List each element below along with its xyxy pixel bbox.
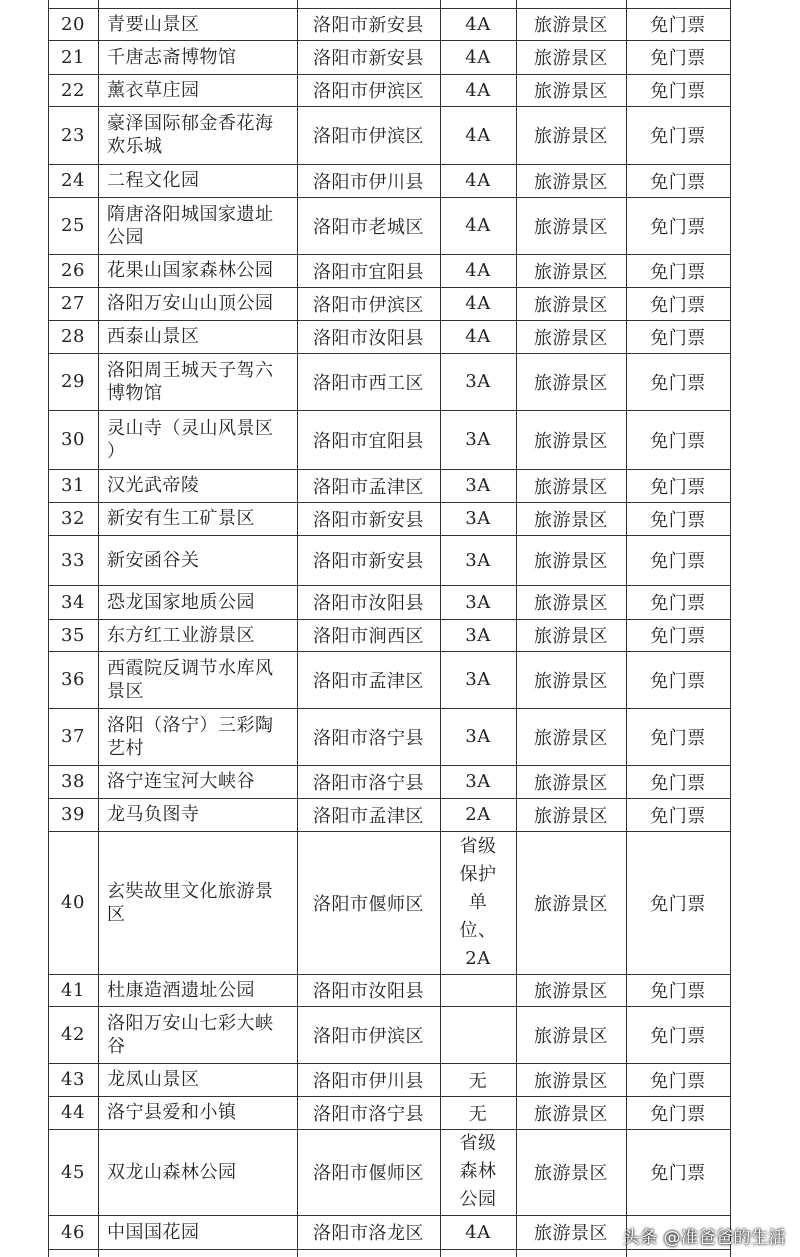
location-cell: 洛阳市老城区 bbox=[313, 216, 424, 238]
row-number-cell: 29 bbox=[61, 371, 85, 392]
ticket-policy-cell: 免门票 bbox=[650, 1103, 706, 1125]
row-number-cell: 44 bbox=[61, 1102, 85, 1123]
location-cell: 洛阳市西工区 bbox=[313, 372, 424, 394]
ticket-policy-cell: 免门票 bbox=[650, 430, 706, 452]
ticket-policy-cell: 免门票 bbox=[650, 216, 706, 238]
rating-level-cell: 无 bbox=[468, 1070, 488, 1092]
rating-level-line: 位、 bbox=[459, 919, 497, 941]
location-cell: 洛阳市伊滨区 bbox=[313, 1025, 424, 1047]
scenic-name-cell bbox=[99, 353, 296, 410]
row-number-cell: 22 bbox=[61, 79, 85, 101]
row-number-cell: 23 bbox=[61, 124, 85, 146]
row-number-cell: 36 bbox=[61, 669, 85, 690]
row-number-cell: 40 bbox=[61, 892, 85, 913]
ticket-policy-cell: 免门票 bbox=[650, 593, 706, 614]
row-number-cell: 27 bbox=[61, 293, 85, 314]
table-row-rule bbox=[48, 1249, 730, 1250]
location-cell: 洛阳市伊滨区 bbox=[313, 294, 424, 316]
ticket-policy-cell: 免门票 bbox=[650, 476, 706, 498]
row-number-cell: 46 bbox=[61, 1221, 85, 1243]
ticket-policy-cell: 免门票 bbox=[650, 670, 706, 692]
scenic-name-cell: 双龙山森林公园 bbox=[107, 1161, 237, 1183]
category-cell: 旅游景区 bbox=[534, 372, 608, 394]
ticket-policy-cell: 免门票 bbox=[650, 1163, 706, 1184]
scenic-name-line: 谷 bbox=[107, 1035, 126, 1057]
scenic-name-line: 灵山寺（灵山风景区 bbox=[107, 417, 274, 439]
scenic-name-cell: 汉光武帝陵 bbox=[107, 475, 200, 496]
rating-level-cell: 4A bbox=[465, 170, 491, 191]
rating-level-cell bbox=[441, 1006, 515, 1063]
scenic-name-cell: 西泰山景区 bbox=[107, 326, 200, 347]
category-cell: 旅游景区 bbox=[534, 805, 608, 827]
scenic-name-cell: 洛宁县爱和小镇 bbox=[107, 1102, 237, 1123]
scenic-name-cell: 龙凤山景区 bbox=[107, 1069, 200, 1090]
scenic-name-cell: 东方红工业游景区 bbox=[107, 624, 255, 646]
category-cell: 旅游景区 bbox=[534, 476, 608, 498]
rating-level-cell bbox=[441, 831, 515, 974]
row-number-cell: 37 bbox=[61, 726, 85, 747]
row-number-cell: 20 bbox=[61, 13, 85, 35]
category-cell: 旅游景区 bbox=[534, 626, 608, 647]
scenic-name-line: 艺村 bbox=[107, 737, 144, 759]
row-number-cell: 24 bbox=[61, 170, 85, 191]
ticket-policy-cell: 免门票 bbox=[650, 294, 706, 316]
ticket-policy-cell: 免门票 bbox=[650, 727, 706, 749]
ticket-policy-cell: 免门票 bbox=[650, 126, 706, 147]
location-cell: 洛阳市宜阳县 bbox=[313, 261, 424, 283]
rating-level-cell: 4A bbox=[465, 215, 491, 236]
location-cell: 洛阳市洛龙区 bbox=[313, 1223, 424, 1244]
ticket-policy-cell: 免门票 bbox=[650, 509, 706, 531]
category-cell: 旅游景区 bbox=[534, 670, 608, 692]
location-cell: 洛阳市涧西区 bbox=[313, 626, 424, 647]
row-number-cell: 31 bbox=[61, 475, 85, 496]
rating-level-cell: 3A bbox=[465, 771, 491, 792]
row-number-cell: 35 bbox=[61, 624, 85, 646]
scenic-name-line: 洛阳万安山七彩大峡 bbox=[107, 1012, 274, 1034]
rating-level-cell: 3A bbox=[465, 371, 491, 392]
location-cell: 洛阳市新安县 bbox=[313, 551, 424, 572]
rating-level-cell: 3A bbox=[465, 508, 491, 529]
row-number-cell: 30 bbox=[61, 429, 85, 450]
watermark: 头条 @准爸爸的生活 bbox=[622, 1228, 786, 1248]
ticket-policy-cell: 免门票 bbox=[650, 372, 706, 394]
location-cell: 洛阳市宜阳县 bbox=[313, 430, 424, 452]
location-cell: 洛阳市孟津区 bbox=[313, 805, 424, 827]
scenic-name-cell: 千唐志斋博物馆 bbox=[107, 46, 237, 68]
rating-level-line: 单 bbox=[468, 891, 488, 913]
ticket-policy-cell: 免门票 bbox=[650, 171, 706, 193]
category-cell: 旅游景区 bbox=[534, 893, 608, 915]
scenic-name-cell bbox=[99, 197, 296, 254]
category-cell: 旅游景区 bbox=[534, 1163, 608, 1184]
scenic-name-cell: 杜康造酒遗址公园 bbox=[107, 979, 255, 1001]
category-cell: 旅游景区 bbox=[534, 551, 608, 572]
rating-level-line: 森林 bbox=[459, 1161, 497, 1182]
location-cell: 洛阳市新安县 bbox=[313, 509, 424, 531]
location-cell: 洛阳市汝阳县 bbox=[313, 327, 424, 349]
rating-level-cell bbox=[441, 1129, 515, 1215]
ticket-policy-cell: 免门票 bbox=[650, 893, 706, 915]
scenic-name-cell: 青要山景区 bbox=[107, 13, 200, 35]
scenic-name-line: 玄奘故里文化旅游景 bbox=[107, 880, 274, 902]
rating-level-cell: 4A bbox=[465, 293, 491, 314]
category-cell: 旅游景区 bbox=[534, 15, 608, 36]
scenic-name-line: 区 bbox=[107, 903, 126, 925]
location-cell: 洛阳市伊滨区 bbox=[313, 126, 424, 147]
rating-level-cell bbox=[441, 974, 515, 1006]
ticket-policy-cell: 免门票 bbox=[650, 551, 706, 572]
scenic-name-line: 西霞院反调节水库风 bbox=[107, 657, 274, 679]
row-number-cell: 33 bbox=[61, 549, 85, 571]
location-cell: 洛阳市偃师区 bbox=[313, 1163, 424, 1184]
ticket-policy-cell: 免门票 bbox=[650, 772, 706, 794]
scenic-name-cell: 中国国花园 bbox=[107, 1221, 200, 1243]
row-number-cell: 26 bbox=[61, 260, 85, 281]
table-column-rule bbox=[730, 0, 731, 1257]
ticket-policy-cell: 免门票 bbox=[650, 81, 706, 102]
scenic-name-line: 洛阳周王城天子驾六 bbox=[107, 359, 274, 381]
ticket-policy-cell: 免门票 bbox=[650, 15, 706, 36]
row-number-cell: 41 bbox=[61, 979, 85, 1001]
ticket-policy-cell: 免门票 bbox=[650, 327, 706, 349]
rating-level-cell: 4A bbox=[465, 124, 491, 146]
category-cell: 旅游景区 bbox=[534, 1223, 608, 1244]
rating-level-line: 保护 bbox=[459, 863, 497, 885]
location-cell: 洛阳市洛宁县 bbox=[313, 772, 424, 794]
row-number-cell: 38 bbox=[61, 771, 85, 792]
ticket-policy-cell: 免门票 bbox=[650, 48, 706, 69]
rating-level-cell: 3A bbox=[465, 624, 491, 646]
scenic-name-cell: 新安函谷关 bbox=[107, 549, 200, 571]
rating-level-cell: 3A bbox=[465, 549, 491, 571]
scenic-name-line: 洛阳（洛宁）三彩陶 bbox=[107, 714, 274, 736]
rating-level-line: 省级 bbox=[459, 835, 497, 857]
category-cell: 旅游景区 bbox=[534, 593, 608, 614]
category-cell: 旅游景区 bbox=[534, 1070, 608, 1092]
scenic-name-cell bbox=[99, 410, 296, 469]
category-cell: 旅游景区 bbox=[534, 126, 608, 147]
rating-level-line: 2A bbox=[465, 947, 491, 969]
category-cell: 旅游景区 bbox=[534, 981, 608, 1002]
scenic-name-cell: 恐龙国家地质公园 bbox=[107, 591, 255, 613]
rating-level-cell: 3A bbox=[465, 591, 491, 613]
scenic-name-cell: 薰衣草庄园 bbox=[107, 79, 200, 101]
location-cell: 洛阳市汝阳县 bbox=[313, 981, 424, 1002]
rating-level-cell: 4A bbox=[465, 260, 491, 281]
rating-level-cell: 4A bbox=[465, 1221, 491, 1243]
row-number-cell: 28 bbox=[61, 326, 85, 347]
category-cell: 旅游景区 bbox=[534, 48, 608, 69]
scenic-name-cell: 新安有生工矿景区 bbox=[107, 508, 255, 529]
scenic-name-cell bbox=[99, 106, 296, 164]
ticket-policy-cell: 免门票 bbox=[650, 981, 706, 1002]
category-cell: 旅游景区 bbox=[534, 1103, 608, 1125]
location-cell: 洛阳市伊滨区 bbox=[313, 81, 424, 102]
scenic-name-line: 博物馆 bbox=[107, 382, 163, 404]
row-number-cell: 25 bbox=[61, 215, 85, 236]
row-number-cell: 42 bbox=[61, 1024, 85, 1045]
rating-level-cell: 4A bbox=[465, 79, 491, 101]
ticket-policy-cell: 免门票 bbox=[650, 1025, 706, 1047]
location-cell: 洛阳市汝阳县 bbox=[313, 593, 424, 614]
category-cell: 旅游景区 bbox=[534, 294, 608, 316]
scenic-name-cell bbox=[99, 651, 296, 708]
row-number-cell: 43 bbox=[61, 1069, 85, 1090]
category-cell: 旅游景区 bbox=[534, 81, 608, 102]
rating-level-cell: 4A bbox=[465, 326, 491, 347]
scenic-name-line: 公园 bbox=[107, 226, 144, 248]
scenic-name-cell: 洛阳万安山山顶公园 bbox=[107, 293, 274, 314]
ticket-policy-cell: 免门票 bbox=[650, 261, 706, 283]
location-cell: 洛阳市新安县 bbox=[313, 15, 424, 36]
scenic-name-cell bbox=[99, 1006, 296, 1063]
rating-level-cell: 3A bbox=[465, 475, 491, 496]
row-number-cell: 32 bbox=[61, 508, 85, 529]
ticket-policy-cell: 免门票 bbox=[650, 805, 706, 827]
category-cell: 旅游景区 bbox=[534, 327, 608, 349]
location-cell: 洛阳市孟津区 bbox=[313, 476, 424, 498]
category-cell: 旅游景区 bbox=[534, 1025, 608, 1047]
scenic-name-cell bbox=[99, 831, 296, 974]
category-cell: 旅游景区 bbox=[534, 772, 608, 794]
rating-level-line: 省级 bbox=[459, 1133, 497, 1154]
row-number-cell: 39 bbox=[61, 804, 85, 825]
scenic-name-line: 隋唐洛阳城国家遗址 bbox=[107, 203, 274, 225]
rating-level-cell: 4A bbox=[465, 46, 491, 68]
scenic-name-line: 豪泽国际郁金香花海 bbox=[107, 113, 274, 134]
scenic-name-cell: 二程文化园 bbox=[107, 170, 200, 191]
scenic-name-line: ） bbox=[107, 440, 126, 462]
row-number-cell: 45 bbox=[61, 1161, 85, 1183]
location-cell: 洛阳市洛宁县 bbox=[313, 1103, 424, 1125]
category-cell: 旅游景区 bbox=[534, 430, 608, 452]
rating-level-cell: 3A bbox=[465, 669, 491, 690]
location-cell: 洛阳市孟津区 bbox=[313, 670, 424, 692]
ticket-policy-cell: 免门票 bbox=[650, 1070, 706, 1092]
rating-level-cell: 4A bbox=[465, 13, 491, 35]
location-cell: 洛阳市新安县 bbox=[313, 48, 424, 69]
row-number-cell: 34 bbox=[61, 591, 85, 613]
scenic-name-cell: 花果山国家森林公园 bbox=[107, 260, 274, 281]
category-cell: 旅游景区 bbox=[534, 727, 608, 749]
rating-level-cell: 3A bbox=[465, 429, 491, 450]
ticket-policy-cell: 免门票 bbox=[650, 626, 706, 647]
scenic-name-cell: 龙马负图寺 bbox=[107, 804, 200, 825]
category-cell: 旅游景区 bbox=[534, 171, 608, 193]
rating-level-cell: 无 bbox=[468, 1103, 488, 1125]
scenic-name-line: 景区 bbox=[107, 680, 144, 702]
rating-level-cell: 2A bbox=[465, 804, 491, 825]
location-cell: 洛阳市伊川县 bbox=[313, 1070, 424, 1092]
rating-level-line: 公园 bbox=[459, 1189, 497, 1210]
scenic-name-cell bbox=[99, 708, 296, 765]
row-number-cell: 21 bbox=[61, 46, 85, 68]
scenic-name-line: 欢乐城 bbox=[107, 136, 163, 157]
scenic-name-cell: 洛宁连宝河大峡谷 bbox=[107, 771, 255, 792]
location-cell: 洛阳市洛宁县 bbox=[313, 727, 424, 749]
category-cell: 旅游景区 bbox=[534, 261, 608, 283]
rating-level-cell: 3A bbox=[465, 726, 491, 747]
category-cell: 旅游景区 bbox=[534, 216, 608, 238]
location-cell: 洛阳市伊川县 bbox=[313, 171, 424, 193]
category-cell: 旅游景区 bbox=[534, 509, 608, 531]
location-cell: 洛阳市偃师区 bbox=[313, 893, 424, 915]
